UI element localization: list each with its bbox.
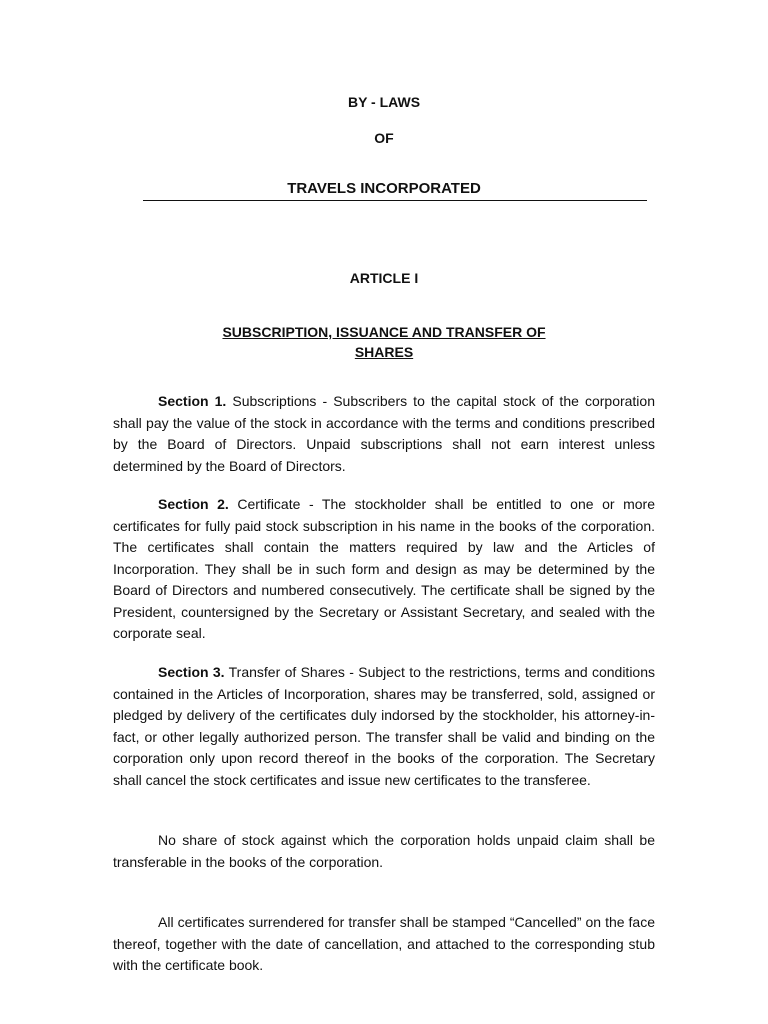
doc-type-heading: BY - LAWS (347, 94, 421, 110)
cancelled-certificates-paragraph: All certificates surrendered for transfer shall be stamped “Cancelled” on the face thereof, together with the date of cancellation, and attached to the corresponding stub with the certificate book. (113, 914, 655, 973)
section-2-label: Section 2. (158, 496, 229, 512)
unpaid-claim-paragraph: No share of stock against which the corporation holds unpaid claim shall be transferable in the books of the corporation. (113, 832, 655, 870)
article-title (0, 322, 768, 362)
title-divider (143, 200, 647, 201)
article-title-line-2: SHARES (354, 344, 414, 360)
section-1-text: Subscriptions - Subscribers to the capital stock of the corporation shall pay the value of the stock in accordance with the terms and conditions prescribed by the Board of Directors. Unpaid subscriptions shall not earn interest unless determined by the Board of Directors. (113, 393, 655, 474)
section-1-paragraph (113, 391, 655, 477)
article-title-line-1: SUBSCRIPTION, ISSUANCE AND TRANSFER OF (222, 324, 546, 340)
article-number: ARTICLE I (349, 270, 419, 286)
doc-of-heading: OF (374, 130, 394, 146)
section-2-text: Certificate - The stockholder shall be entitled to one or more certificates for fully paid stock subscription in his name in the books of the corporation. The certificates shall contain the matters required by law and the Articles of Incorporation. They shall be in such form and design as may be determined by the Board of Directors and numbered consecutively. The certificate shall be signed by the President, countersigned by the Secretary or Assistant Secretary, and sealed with the corporate seal. (113, 496, 655, 641)
section-3-paragraph (113, 662, 655, 791)
section-1-label: Section 1. (158, 393, 227, 409)
section-3-text: Transfer of Shares - Subject to the restrictions, terms and conditions contained in the Articles of Incorporation, shares may be transferred, sold, assigned or pledged by delivery of the certificates duly indorsed by the stockholder, his attorney-in- fact, or other legally authorized person. The transfer shall be valid and binding on the corporation only upon record thereof in the books of the corporation. The Secretary shall cancel the stock certificates and issue new certificates to the transferee. (113, 664, 656, 788)
section-3-label: Section 3. (158, 664, 225, 680)
section-2-paragraph (113, 494, 655, 645)
corporation-name: TRAVELS INCORPORATED (287, 180, 481, 197)
